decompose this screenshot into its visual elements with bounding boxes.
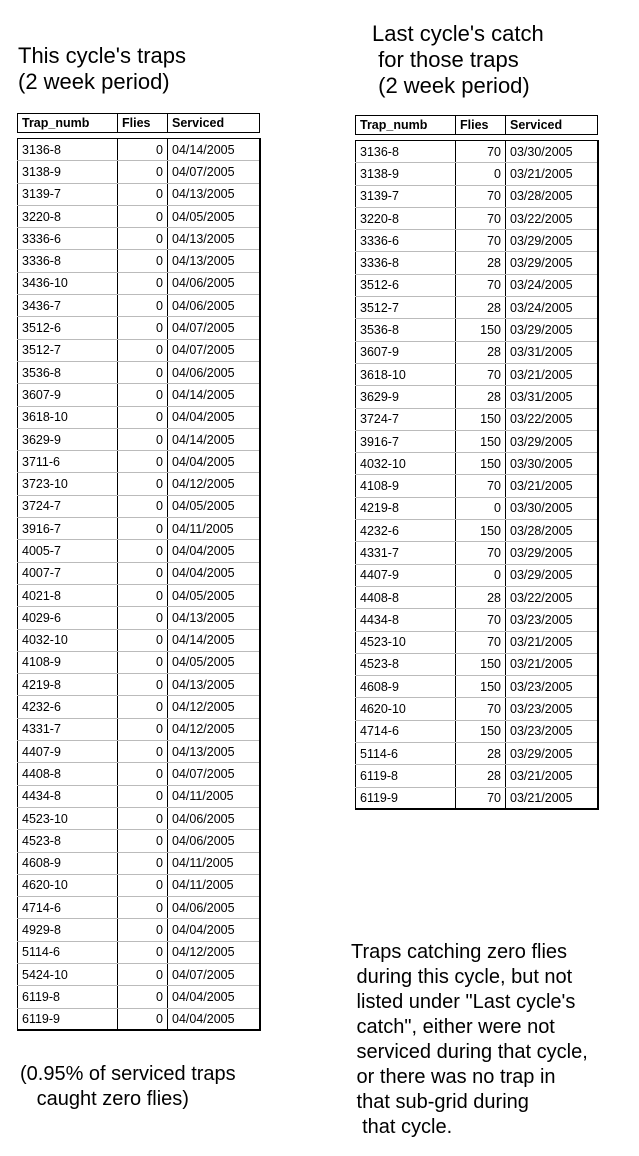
col-serviced: Serviced: [510, 118, 563, 132]
trap-number-cell: 4929-8: [18, 919, 118, 941]
table-row: [18, 830, 260, 852]
flies-cell: 70: [456, 230, 506, 252]
flies-cell: 150: [456, 408, 506, 430]
serviced-date-cell: 04/04/2005: [168, 562, 260, 584]
last-cycle-table: [355, 140, 599, 810]
this-cycle-table: [17, 138, 261, 1031]
flies-cell: 150: [456, 720, 506, 742]
serviced-date-cell: 04/06/2005: [168, 361, 260, 383]
flies-cell: 0: [118, 763, 168, 785]
serviced-date-cell: 04/12/2005: [168, 696, 260, 718]
table-row: [18, 384, 260, 406]
trap-number-cell: 5114-6: [356, 743, 456, 765]
flies-cell: 70: [456, 631, 506, 653]
flies-cell: 28: [456, 297, 506, 319]
trap-number-cell: 3336-6: [356, 230, 456, 252]
flies-cell: 0: [118, 406, 168, 428]
serviced-date-cell: 03/22/2005: [506, 586, 598, 608]
trap-number-cell: 4108-9: [18, 651, 118, 673]
table-row: [18, 228, 260, 250]
serviced-date-cell: 03/31/2005: [506, 386, 598, 408]
serviced-date-cell: 04/05/2005: [168, 205, 260, 227]
zero-flies-explanation-note: Traps catching zero flies during this cycle, but not listed under "Last cycle's catch", either were not serviced during that cycle, or there was no trap in that sub-grid during that cycle.: [351, 941, 588, 1138]
flies-cell: 150: [456, 453, 506, 475]
flies-cell: 150: [456, 676, 506, 698]
trap-number-cell: 4523-10: [18, 807, 118, 829]
table-row: [18, 696, 260, 718]
col-trap-number: Trap_numb: [18, 114, 118, 133]
serviced-date-cell: 03/23/2005: [506, 676, 598, 698]
trap-number-cell: 4232-6: [18, 696, 118, 718]
table-row: [18, 807, 260, 829]
serviced-date-cell: 03/29/2005: [506, 319, 598, 341]
trap-number-cell: 4523-8: [356, 653, 456, 675]
serviced-date-cell: 04/05/2005: [168, 651, 260, 673]
trap-number-cell: 4029-6: [18, 607, 118, 629]
table-row: [18, 941, 260, 963]
table-row: [18, 518, 260, 540]
trap-number-cell: 3220-8: [18, 205, 118, 227]
trap-number-cell: 4714-6: [356, 720, 456, 742]
table-row: [356, 609, 598, 631]
trap-number-cell: 3536-8: [356, 319, 456, 341]
trap-number-cell: 3607-9: [356, 341, 456, 363]
flies-cell: 0: [118, 963, 168, 985]
flies-cell: 0: [118, 473, 168, 495]
table-row: [18, 295, 260, 317]
trap-number-cell: 3618-10: [18, 406, 118, 428]
flies-cell: 70: [456, 185, 506, 207]
serviced-date-cell: 03/21/2005: [506, 787, 598, 809]
flies-cell: 0: [118, 272, 168, 294]
table-row: [18, 607, 260, 629]
table-row: [18, 495, 260, 517]
serviced-date-cell: 04/04/2005: [168, 406, 260, 428]
trap-number-cell: 3724-7: [18, 495, 118, 517]
table-row: [356, 297, 598, 319]
flies-cell: 0: [118, 495, 168, 517]
serviced-date-cell: 04/04/2005: [168, 986, 260, 1008]
table-row: [18, 562, 260, 584]
trap-number-cell: 5114-6: [18, 941, 118, 963]
table-row: [18, 629, 260, 651]
table-row: [18, 406, 260, 428]
col-flies: Flies: [118, 114, 168, 133]
trap-number-cell: 3723-10: [18, 473, 118, 495]
table-row: [356, 542, 598, 564]
flies-cell: 70: [456, 274, 506, 296]
trap-number-cell: 4714-6: [18, 897, 118, 919]
flies-cell: 0: [118, 607, 168, 629]
table-row: [18, 986, 260, 1008]
serviced-date-cell: 03/23/2005: [506, 609, 598, 631]
trap-number-cell: 4434-8: [356, 609, 456, 631]
serviced-date-cell: 04/11/2005: [168, 852, 260, 874]
flies-cell: 0: [118, 919, 168, 941]
trap-number-cell: 3512-7: [18, 339, 118, 361]
serviced-date-cell: 03/21/2005: [506, 653, 598, 675]
serviced-date-cell: 03/21/2005: [506, 765, 598, 787]
trap-number-cell: 3138-9: [18, 161, 118, 183]
serviced-date-cell: 04/07/2005: [168, 317, 260, 339]
flies-cell: 70: [456, 207, 506, 229]
serviced-date-cell: 03/23/2005: [506, 720, 598, 742]
table-row: [18, 763, 260, 785]
table-row: [18, 428, 260, 450]
table-row: [356, 720, 598, 742]
flies-cell: 0: [118, 562, 168, 584]
col-trap-number: Trap_numb: [356, 116, 456, 135]
flies-cell: 0: [118, 674, 168, 696]
serviced-date-cell: 03/21/2005: [506, 363, 598, 385]
serviced-date-cell: 04/12/2005: [168, 941, 260, 963]
trap-number-cell: 3512-6: [18, 317, 118, 339]
table-row: [356, 141, 598, 163]
table-row: [356, 430, 598, 452]
table-row: [356, 453, 598, 475]
trap-number-cell: 4608-9: [356, 676, 456, 698]
serviced-date-cell: 03/24/2005: [506, 274, 598, 296]
table-row: [356, 743, 598, 765]
table-row: [356, 586, 598, 608]
serviced-date-cell: 04/14/2005: [168, 139, 260, 161]
table-row: [356, 363, 598, 385]
flies-cell: 0: [118, 874, 168, 896]
this-cycle-table-block: [17, 113, 261, 1031]
flies-cell: 0: [118, 852, 168, 874]
flies-cell: 0: [456, 497, 506, 519]
serviced-date-cell: 03/28/2005: [506, 520, 598, 542]
flies-cell: 0: [118, 250, 168, 272]
serviced-date-cell: 03/30/2005: [506, 141, 598, 163]
serviced-date-cell: 04/13/2005: [168, 674, 260, 696]
trap-number-cell: 4108-9: [356, 475, 456, 497]
flies-cell: 70: [456, 609, 506, 631]
serviced-date-cell: 04/07/2005: [168, 161, 260, 183]
serviced-date-cell: 04/07/2005: [168, 963, 260, 985]
serviced-date-cell: 03/28/2005: [506, 185, 598, 207]
table-row: [18, 852, 260, 874]
flies-cell: 0: [118, 518, 168, 540]
flies-cell: 28: [456, 386, 506, 408]
flies-cell: 0: [118, 629, 168, 651]
trap-number-cell: 3916-7: [18, 518, 118, 540]
trap-number-cell: 4620-10: [356, 698, 456, 720]
flies-cell: 70: [456, 141, 506, 163]
serviced-date-cell: 03/30/2005: [506, 453, 598, 475]
trap-number-cell: 3136-8: [18, 139, 118, 161]
trap-number-cell: 3512-6: [356, 274, 456, 296]
flies-cell: 28: [456, 743, 506, 765]
trap-number-cell: 4021-8: [18, 584, 118, 606]
flies-cell: 0: [118, 295, 168, 317]
serviced-date-cell: 04/13/2005: [168, 183, 260, 205]
table-row: [356, 698, 598, 720]
serviced-date-cell: 04/06/2005: [168, 807, 260, 829]
trap-number-cell: 4032-10: [356, 453, 456, 475]
trap-number-cell: 3436-7: [18, 295, 118, 317]
flies-cell: 70: [456, 475, 506, 497]
trap-number-cell: 4219-8: [356, 497, 456, 519]
flies-cell: 0: [118, 807, 168, 829]
table-row: [356, 386, 598, 408]
flies-cell: 28: [456, 341, 506, 363]
trap-number-cell: 3916-7: [356, 430, 456, 452]
serviced-date-cell: 04/04/2005: [168, 451, 260, 473]
table-row: [18, 963, 260, 985]
table-row: [18, 161, 260, 183]
serviced-date-cell: 04/12/2005: [168, 473, 260, 495]
trap-number-cell: 3336-8: [18, 250, 118, 272]
table-row: [356, 787, 598, 809]
serviced-date-cell: 04/06/2005: [168, 897, 260, 919]
trap-number-cell: 3724-7: [356, 408, 456, 430]
table-row: [18, 718, 260, 740]
flies-cell: 0: [118, 139, 168, 161]
serviced-date-cell: 04/07/2005: [168, 763, 260, 785]
flies-cell: 0: [118, 986, 168, 1008]
serviced-date-cell: 03/21/2005: [506, 163, 598, 185]
trap-number-cell: 4032-10: [18, 629, 118, 651]
serviced-date-cell: 04/12/2005: [168, 718, 260, 740]
table-row: [18, 183, 260, 205]
serviced-date-cell: 03/21/2005: [506, 631, 598, 653]
table-row: [18, 584, 260, 606]
flies-cell: 0: [118, 696, 168, 718]
table-row: [356, 207, 598, 229]
serviced-date-cell: 04/13/2005: [168, 228, 260, 250]
trap-number-cell: 4523-10: [356, 631, 456, 653]
flies-cell: 28: [456, 765, 506, 787]
trap-number-cell: 4434-8: [18, 785, 118, 807]
flies-cell: 0: [118, 428, 168, 450]
table-row: [356, 274, 598, 296]
trap-number-cell: 4331-7: [356, 542, 456, 564]
table-row: [356, 497, 598, 519]
table-row: [18, 674, 260, 696]
serviced-date-cell: 03/22/2005: [506, 408, 598, 430]
table-row: [18, 451, 260, 473]
flies-cell: 0: [118, 205, 168, 227]
flies-cell: 0: [456, 564, 506, 586]
serviced-date-cell: 03/23/2005: [506, 698, 598, 720]
col-flies: Flies: [456, 116, 506, 135]
trap-number-cell: 4232-6: [356, 520, 456, 542]
serviced-date-cell: 03/29/2005: [506, 564, 598, 586]
serviced-date-cell: 03/30/2005: [506, 497, 598, 519]
trap-number-cell: 4620-10: [18, 874, 118, 896]
table-row: [18, 205, 260, 227]
trap-number-cell: 6119-9: [18, 1008, 118, 1030]
zero-flies-percentage-note: (0.95% of serviced traps caught zero flies): [20, 1063, 236, 1110]
trap-number-cell: 6119-9: [356, 787, 456, 809]
flies-cell: 150: [456, 319, 506, 341]
table-row: [18, 919, 260, 941]
flies-cell: 0: [118, 451, 168, 473]
trap-number-cell: 3336-6: [18, 228, 118, 250]
serviced-date-cell: 04/13/2005: [168, 607, 260, 629]
table-row: [356, 319, 598, 341]
trap-number-cell: 3138-9: [356, 163, 456, 185]
col-serviced: Serviced: [172, 116, 225, 130]
trap-number-cell: 3336-8: [356, 252, 456, 274]
serviced-date-cell: 04/14/2005: [168, 629, 260, 651]
flies-cell: 0: [118, 741, 168, 763]
flies-cell: 0: [118, 339, 168, 361]
table-row: [18, 1008, 260, 1030]
trap-number-cell: 4407-9: [18, 741, 118, 763]
table-row: [356, 408, 598, 430]
flies-cell: 0: [118, 384, 168, 406]
trap-number-cell: 4408-8: [356, 586, 456, 608]
serviced-date-cell: 03/29/2005: [506, 230, 598, 252]
serviced-date-cell: 04/14/2005: [168, 428, 260, 450]
table-row: [356, 230, 598, 252]
serviced-date-cell: 03/29/2005: [506, 542, 598, 564]
trap-number-cell: 4331-7: [18, 718, 118, 740]
trap-number-cell: 4407-9: [356, 564, 456, 586]
serviced-date-cell: 04/05/2005: [168, 495, 260, 517]
trap-number-cell: 4219-8: [18, 674, 118, 696]
serviced-date-cell: 04/06/2005: [168, 272, 260, 294]
serviced-date-cell: 03/29/2005: [506, 743, 598, 765]
serviced-date-cell: 04/11/2005: [168, 785, 260, 807]
last-cycle-header: [355, 115, 598, 135]
serviced-date-cell: 04/05/2005: [168, 584, 260, 606]
flies-cell: 0: [118, 1008, 168, 1030]
serviced-date-cell: 03/24/2005: [506, 297, 598, 319]
flies-cell: 28: [456, 586, 506, 608]
last-cycle-heading: Last cycle's catch for those traps (2 week period): [372, 21, 544, 98]
flies-cell: 0: [118, 897, 168, 919]
table-row: [356, 564, 598, 586]
table-row: [356, 676, 598, 698]
table-row: [18, 651, 260, 673]
this-cycle-header: [17, 113, 260, 133]
serviced-date-cell: 04/13/2005: [168, 741, 260, 763]
table-row: [356, 475, 598, 497]
table-row: [18, 139, 260, 161]
flies-cell: 0: [118, 584, 168, 606]
trap-number-cell: 3629-9: [356, 386, 456, 408]
serviced-date-cell: 04/04/2005: [168, 1008, 260, 1030]
this-cycle-heading: This cycle's traps (2 week period): [18, 43, 187, 94]
table-row: [18, 785, 260, 807]
trap-number-cell: 3220-8: [356, 207, 456, 229]
flies-cell: 0: [118, 941, 168, 963]
flies-cell: 0: [118, 161, 168, 183]
trap-number-cell: 4007-7: [18, 562, 118, 584]
table-row: [356, 765, 598, 787]
serviced-date-cell: 04/04/2005: [168, 540, 260, 562]
flies-cell: 0: [118, 183, 168, 205]
flies-cell: 70: [456, 787, 506, 809]
serviced-date-cell: 04/13/2005: [168, 250, 260, 272]
trap-number-cell: 3536-8: [18, 361, 118, 383]
table-row: [18, 473, 260, 495]
flies-cell: 150: [456, 520, 506, 542]
flies-cell: 0: [118, 718, 168, 740]
serviced-date-cell: 03/22/2005: [506, 207, 598, 229]
flies-cell: 28: [456, 252, 506, 274]
serviced-date-cell: 04/06/2005: [168, 295, 260, 317]
table-row: [356, 252, 598, 274]
trap-number-cell: 6119-8: [18, 986, 118, 1008]
serviced-date-cell: 04/14/2005: [168, 384, 260, 406]
table-row: [18, 317, 260, 339]
table-row: [356, 520, 598, 542]
serviced-date-cell: 03/31/2005: [506, 341, 598, 363]
flies-cell: 0: [118, 540, 168, 562]
trap-number-cell: 6119-8: [356, 765, 456, 787]
flies-cell: 0: [118, 361, 168, 383]
serviced-date-cell: 04/11/2005: [168, 874, 260, 896]
trap-number-cell: 5424-10: [18, 963, 118, 985]
serviced-date-cell: 04/11/2005: [168, 518, 260, 540]
trap-number-cell: 3512-7: [356, 297, 456, 319]
flies-cell: 70: [456, 698, 506, 720]
serviced-date-cell: 03/21/2005: [506, 475, 598, 497]
table-row: [356, 653, 598, 675]
flies-cell: 0: [118, 651, 168, 673]
table-row: [18, 897, 260, 919]
table-row: [356, 185, 598, 207]
last-cycle-table-block: [355, 115, 599, 810]
flies-cell: 0: [118, 228, 168, 250]
table-row: [18, 874, 260, 896]
trap-number-cell: 3711-6: [18, 451, 118, 473]
trap-number-cell: 3139-7: [18, 183, 118, 205]
table-row: [18, 361, 260, 383]
trap-number-cell: 3618-10: [356, 363, 456, 385]
flies-cell: 0: [118, 830, 168, 852]
table-row: [356, 163, 598, 185]
table-row: [18, 540, 260, 562]
serviced-date-cell: 04/04/2005: [168, 919, 260, 941]
trap-number-cell: 4408-8: [18, 763, 118, 785]
flies-cell: 150: [456, 653, 506, 675]
trap-number-cell: 3136-8: [356, 141, 456, 163]
serviced-date-cell: 04/06/2005: [168, 830, 260, 852]
serviced-date-cell: 04/07/2005: [168, 339, 260, 361]
table-row: [18, 339, 260, 361]
flies-cell: 70: [456, 542, 506, 564]
trap-number-cell: 3607-9: [18, 384, 118, 406]
table-row: [18, 250, 260, 272]
trap-number-cell: 4608-9: [18, 852, 118, 874]
flies-cell: 70: [456, 363, 506, 385]
table-row: [356, 631, 598, 653]
serviced-date-cell: 03/29/2005: [506, 430, 598, 452]
table-row: [356, 341, 598, 363]
trap-number-cell: 3139-7: [356, 185, 456, 207]
trap-number-cell: 4005-7: [18, 540, 118, 562]
serviced-date-cell: 03/29/2005: [506, 252, 598, 274]
trap-number-cell: 4523-8: [18, 830, 118, 852]
flies-cell: 0: [118, 317, 168, 339]
trap-number-cell: 3629-9: [18, 428, 118, 450]
table-row: [18, 272, 260, 294]
flies-cell: 0: [118, 785, 168, 807]
trap-number-cell: 3436-10: [18, 272, 118, 294]
table-row: [18, 741, 260, 763]
flies-cell: 150: [456, 430, 506, 452]
flies-cell: 0: [456, 163, 506, 185]
